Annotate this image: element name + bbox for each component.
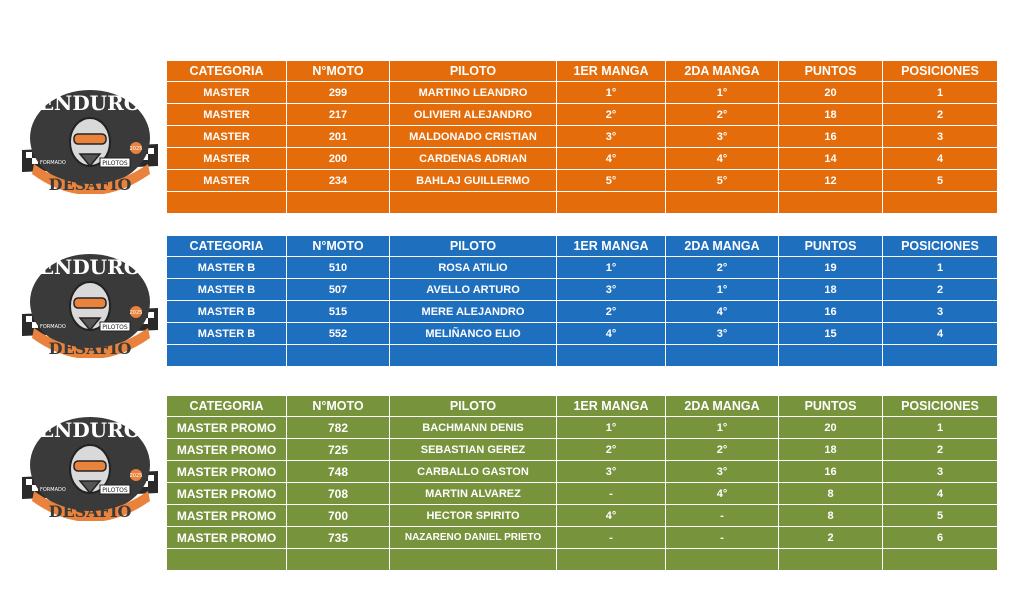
cell-manga-2: 3° (666, 323, 779, 345)
logo-left-text: FORMADO (40, 160, 66, 166)
cell-manga-1: 2° (557, 301, 666, 323)
header-posiciones: POSICIONES (883, 61, 997, 82)
cell-moto: 510 (287, 257, 390, 279)
cell-manga-2: - (666, 505, 779, 527)
cell-posicion: 3 (883, 461, 997, 483)
cell-piloto: NAZARENO DANIEL PRIETO (390, 527, 557, 549)
cell-posicion: 4 (883, 483, 997, 505)
cell-categoria: MASTER PROMO (167, 461, 287, 483)
cell-manga-1: 2° (557, 439, 666, 461)
cell-puntos: 18 (779, 439, 883, 461)
cell-manga-1: 3° (557, 126, 666, 148)
cell-categoria: MASTER (167, 148, 287, 170)
cell-manga-1: 5° (557, 170, 666, 192)
cell-puntos: 2 (779, 527, 883, 549)
cell-manga-1: 2° (557, 104, 666, 126)
cell-puntos: 12 (779, 170, 883, 192)
cell-puntos: 15 (779, 323, 883, 345)
cell-moto: 708 (287, 483, 390, 505)
cell-manga-1: 4° (557, 323, 666, 345)
table-row (167, 257, 997, 279)
cell-piloto: MERE ALEJANDRO (390, 301, 557, 323)
cell-posicion: 3 (883, 126, 997, 148)
header-puntos: PUNTOS (779, 396, 883, 417)
cell-moto: 552 (287, 323, 390, 345)
header-moto: N°MOTO (287, 396, 390, 417)
cell-moto: 515 (287, 301, 390, 323)
table-header-row (167, 396, 997, 417)
empty-row (167, 192, 997, 214)
table-row (167, 279, 997, 301)
header-manga-2: 2DA MANGA (666, 396, 779, 417)
cell-manga-2: 1° (666, 279, 779, 301)
cell-categoria: MASTER (167, 82, 287, 104)
cell-categoria: MASTER (167, 104, 287, 126)
cell-posicion: 4 (883, 148, 997, 170)
cell-moto: 234 (287, 170, 390, 192)
cell-posicion: 4 (883, 323, 997, 345)
header-manga-2: 2DA MANGA (666, 236, 779, 257)
table-row (167, 505, 997, 527)
cell-manga-1: 1° (557, 417, 666, 439)
header-posiciones: POSICIONES (883, 236, 997, 257)
enduro-desafio-logo (18, 86, 162, 194)
cell-posicion: 2 (883, 279, 997, 301)
header-posiciones: POSICIONES (883, 396, 997, 417)
header-manga-1: 1ER MANGA (557, 236, 666, 257)
table-row (167, 82, 997, 104)
cell-moto: 725 (287, 439, 390, 461)
table-row (167, 439, 997, 461)
cell-categoria: MASTER (167, 126, 287, 148)
cell-moto: 700 (287, 505, 390, 527)
results-table-master-promo (167, 396, 997, 571)
header-moto: N°MOTO (287, 236, 390, 257)
logo-top-text: ENDURO (38, 91, 142, 115)
cell-puntos: 8 (779, 483, 883, 505)
cell-piloto: CARBALLO GASTON (390, 461, 557, 483)
cell-moto: 507 (287, 279, 390, 301)
cell-categoria: MASTER PROMO (167, 417, 287, 439)
cell-piloto: AVELLO ARTURO (390, 279, 557, 301)
cell-piloto: BACHMANN DENIS (390, 417, 557, 439)
cell-manga-2: 2° (666, 257, 779, 279)
cell-posicion: 1 (883, 257, 997, 279)
cell-manga-1: 1° (557, 257, 666, 279)
cell-manga-2: - (666, 527, 779, 549)
table-row (167, 104, 997, 126)
cell-piloto: MARTIN ALVAREZ (390, 483, 557, 505)
cell-puntos: 8 (779, 505, 883, 527)
logo-top-text: ENDURO (38, 418, 142, 442)
cell-posicion: 2 (883, 104, 997, 126)
cell-posicion: 1 (883, 417, 997, 439)
cell-categoria: MASTER B (167, 323, 287, 345)
cell-categoria: MASTER B (167, 301, 287, 323)
logo-bottom-text: DESAFIO (48, 502, 132, 521)
cell-manga-1: 4° (557, 148, 666, 170)
cell-puntos: 19 (779, 257, 883, 279)
cell-moto: 200 (287, 148, 390, 170)
cell-piloto: MARTINO LEANDRO (390, 82, 557, 104)
cell-categoria: MASTER PROMO (167, 505, 287, 527)
cell-moto: 782 (287, 417, 390, 439)
cell-piloto: MALDONADO CRISTIAN (390, 126, 557, 148)
results-table-master (167, 61, 997, 214)
cell-moto: 201 (287, 126, 390, 148)
logo-year: 2025 (129, 310, 143, 316)
cell-moto: 217 (287, 104, 390, 126)
header-piloto: PILOTO (390, 61, 557, 82)
empty-row (167, 549, 997, 571)
cell-puntos: 16 (779, 461, 883, 483)
cell-puntos: 14 (779, 148, 883, 170)
cell-manga-2: 1° (666, 417, 779, 439)
header-manga-1: 1ER MANGA (557, 61, 666, 82)
table-row (167, 483, 997, 505)
cell-posicion: 5 (883, 505, 997, 527)
cell-piloto: MELIÑANCO ELIO (390, 323, 557, 345)
cell-categoria: MASTER (167, 170, 287, 192)
logo-bottom-text: DESAFIO (48, 175, 132, 194)
enduro-desafio-logo (18, 250, 162, 358)
cell-piloto: SEBASTIAN GEREZ (390, 439, 557, 461)
header-categoria: CATEGORIA (167, 396, 287, 417)
logo-left-text: FORMADO (40, 487, 66, 493)
cell-puntos: 20 (779, 82, 883, 104)
cell-categoria: MASTER PROMO (167, 439, 287, 461)
header-categoria: CATEGORIA (167, 236, 287, 257)
cell-puntos: 20 (779, 417, 883, 439)
header-puntos: PUNTOS (779, 61, 883, 82)
table-row (167, 461, 997, 483)
cell-manga-2: 3° (666, 126, 779, 148)
empty-row (167, 345, 997, 367)
header-moto: N°MOTO (287, 61, 390, 82)
cell-manga-2: 2° (666, 104, 779, 126)
cell-manga-1: - (557, 483, 666, 505)
cell-puntos: 18 (779, 279, 883, 301)
cell-manga-1: - (557, 527, 666, 549)
cell-piloto: CARDENAS ADRIAN (390, 148, 557, 170)
cell-piloto: ROSA ATILIO (390, 257, 557, 279)
logo-year: 2025 (129, 473, 143, 479)
table-row (167, 170, 997, 192)
table-row (167, 527, 997, 549)
table-row (167, 323, 997, 345)
logo-ribbon-text: PILOTOS (102, 487, 128, 494)
cell-manga-1: 3° (557, 461, 666, 483)
cell-manga-1: 3° (557, 279, 666, 301)
logo-left-text: FORMADO (40, 324, 66, 330)
cell-manga-2: 1° (666, 82, 779, 104)
cell-manga-2: 4° (666, 301, 779, 323)
table-header-row (167, 236, 997, 257)
cell-posicion: 2 (883, 439, 997, 461)
cell-categoria: MASTER PROMO (167, 527, 287, 549)
logo-ribbon-text: PILOTOS (102, 324, 128, 331)
header-manga-1: 1ER MANGA (557, 396, 666, 417)
header-piloto: PILOTO (390, 396, 557, 417)
header-categoria: CATEGORIA (167, 61, 287, 82)
cell-manga-1: 1° (557, 82, 666, 104)
table-header-row (167, 61, 997, 82)
cell-manga-1: 4° (557, 505, 666, 527)
cell-moto: 748 (287, 461, 390, 483)
header-manga-2: 2DA MANGA (666, 61, 779, 82)
logo-bottom-text: DESAFIO (48, 339, 132, 358)
table-row (167, 417, 997, 439)
table-row (167, 148, 997, 170)
table-row (167, 301, 997, 323)
cell-categoria: MASTER PROMO (167, 483, 287, 505)
enduro-desafio-logo (18, 413, 162, 521)
logo-ribbon-text: PILOTOS (102, 160, 128, 167)
results-table-master-b (167, 236, 997, 367)
cell-puntos: 16 (779, 126, 883, 148)
cell-piloto: BAHLAJ GUILLERMO (390, 170, 557, 192)
cell-categoria: MASTER B (167, 257, 287, 279)
cell-categoria: MASTER B (167, 279, 287, 301)
table-row (167, 126, 997, 148)
cell-manga-2: 4° (666, 148, 779, 170)
cell-manga-2: 5° (666, 170, 779, 192)
header-piloto: PILOTO (390, 236, 557, 257)
cell-posicion: 1 (883, 82, 997, 104)
header-puntos: PUNTOS (779, 236, 883, 257)
cell-moto: 735 (287, 527, 390, 549)
cell-piloto: HECTOR SPIRITO (390, 505, 557, 527)
logo-year: 2025 (129, 146, 143, 152)
cell-posicion: 5 (883, 170, 997, 192)
cell-posicion: 3 (883, 301, 997, 323)
cell-manga-2: 2° (666, 439, 779, 461)
cell-manga-2: 3° (666, 461, 779, 483)
cell-puntos: 18 (779, 104, 883, 126)
cell-posicion: 6 (883, 527, 997, 549)
cell-puntos: 16 (779, 301, 883, 323)
cell-manga-2: 4° (666, 483, 779, 505)
logo-top-text: ENDURO (38, 255, 142, 279)
cell-piloto: OLIVIERI ALEJANDRO (390, 104, 557, 126)
cell-moto: 299 (287, 82, 390, 104)
